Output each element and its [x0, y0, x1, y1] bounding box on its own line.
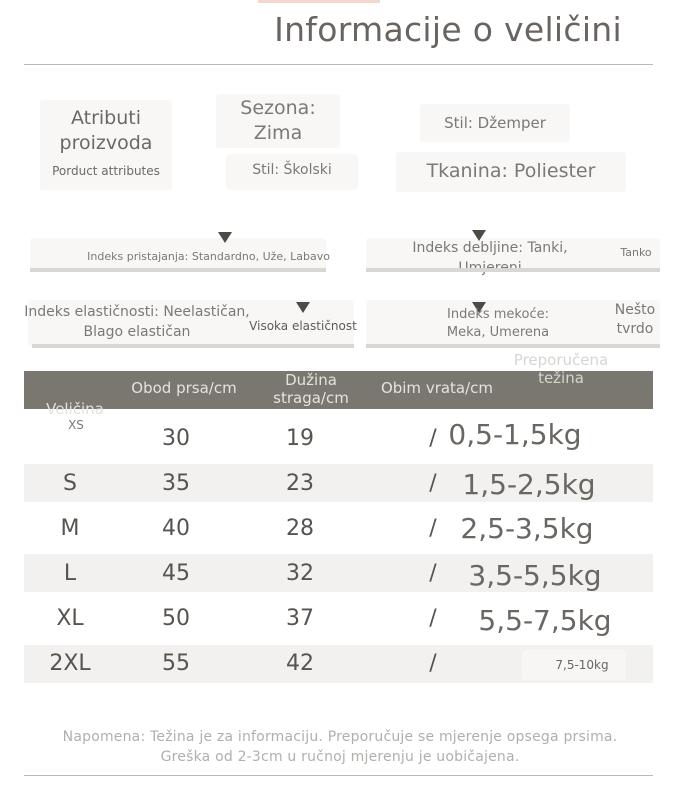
page-title: Informacije o veličini	[274, 10, 622, 49]
table-row-weight: 3,5-5,5kg	[468, 559, 602, 592]
table-row-neck: /	[429, 651, 437, 676]
attributes-subheading: Porduct attributes	[52, 164, 160, 178]
table-row-size: XS	[68, 418, 84, 432]
fabric-attribute: Tkanina: Poliester	[426, 160, 596, 182]
title-divider	[24, 64, 653, 65]
season-label: Sezona:	[240, 97, 316, 119]
softness-index-label: Indeks mekoće: Meka, Umerena	[446, 307, 550, 340]
table-row-back-length: 19	[286, 426, 314, 451]
table-row-size: 2XL	[49, 651, 91, 676]
table-row-size: M	[60, 516, 80, 541]
header-chest: Obod prsa/cm	[131, 379, 237, 397]
table-row-back-length: 37	[286, 606, 314, 631]
style-main: Stil: Džemper	[444, 114, 546, 132]
header-weight: Preporučena težina	[513, 351, 609, 387]
elasticity-extra-label: Visoka elastičnost	[249, 319, 357, 333]
top-accent-line	[258, 0, 380, 3]
table-row-neck: /	[429, 426, 437, 451]
season-attribute	[216, 96, 340, 146]
season-value: Zima	[253, 122, 303, 144]
elasticity-index-bar	[32, 344, 354, 348]
thickness-index-label: Indeks debljine: Tanki,	[412, 240, 568, 256]
fit-indicator-arrow	[218, 232, 232, 243]
table-row-chest: 50	[162, 606, 190, 631]
elasticity-index-label: Indeks elastičnosti: Neelastičan, Blago elastičan	[24, 304, 250, 340]
table-row-back-length: 28	[286, 516, 314, 541]
table-row-size: XL	[56, 606, 84, 631]
table-row-back-length: 23	[286, 471, 314, 496]
table-row-weight: 5,5-7,5kg	[478, 604, 612, 637]
table-row-neck: /	[429, 606, 437, 631]
fit-index-bar	[30, 268, 326, 272]
table-row-back-length: 42	[286, 651, 314, 676]
header-size: Veličina	[46, 400, 104, 418]
table-row-chest: 30	[162, 426, 190, 451]
footnote: Napomena: Težina je za informaciju. Preporučuje se mjerenje opsega prsima. Greška od 2-3cm u ručnoj mjerenju je uobičajena.	[62, 729, 618, 765]
table-row-neck: /	[429, 516, 437, 541]
table-row-size: L	[63, 561, 77, 586]
table-row-back-length: 32	[286, 561, 314, 586]
table-row-weight: 2,5-3,5kg	[460, 512, 594, 545]
fit-index-label: Indeks pristajanja: Standardno, Uže, Labavo	[87, 250, 330, 263]
table-row-weight: 0,5-1,5kg	[448, 418, 582, 451]
table-row-neck: /	[429, 561, 437, 586]
softness-index-bar	[366, 344, 660, 348]
table-row-neck: /	[429, 471, 437, 496]
thickness-index-bar	[366, 268, 660, 272]
table-row-weight: 1,5-2,5kg	[462, 468, 596, 501]
attributes-heading: Atributi proizvoda	[59, 107, 153, 154]
table-row-chest: 40	[162, 516, 190, 541]
header-neck: Obim vrata/cm	[380, 379, 494, 397]
table-row-chest: 35	[162, 471, 190, 496]
softness-extra-label: Nešto tvrdo	[614, 302, 656, 337]
header-back-length: Dužina straga/cm	[273, 371, 349, 407]
table-row-weight: 7,5-10kg	[555, 658, 609, 672]
style-school: Stil: Školski	[252, 162, 332, 178]
elasticity-indicator-arrow	[296, 302, 310, 313]
table-row-chest: 55	[162, 651, 190, 676]
table-row-size: S	[63, 471, 77, 496]
footer-divider	[24, 775, 653, 776]
thickness-extra-label: Tanko	[620, 246, 652, 259]
table-row-chest: 45	[162, 561, 190, 586]
